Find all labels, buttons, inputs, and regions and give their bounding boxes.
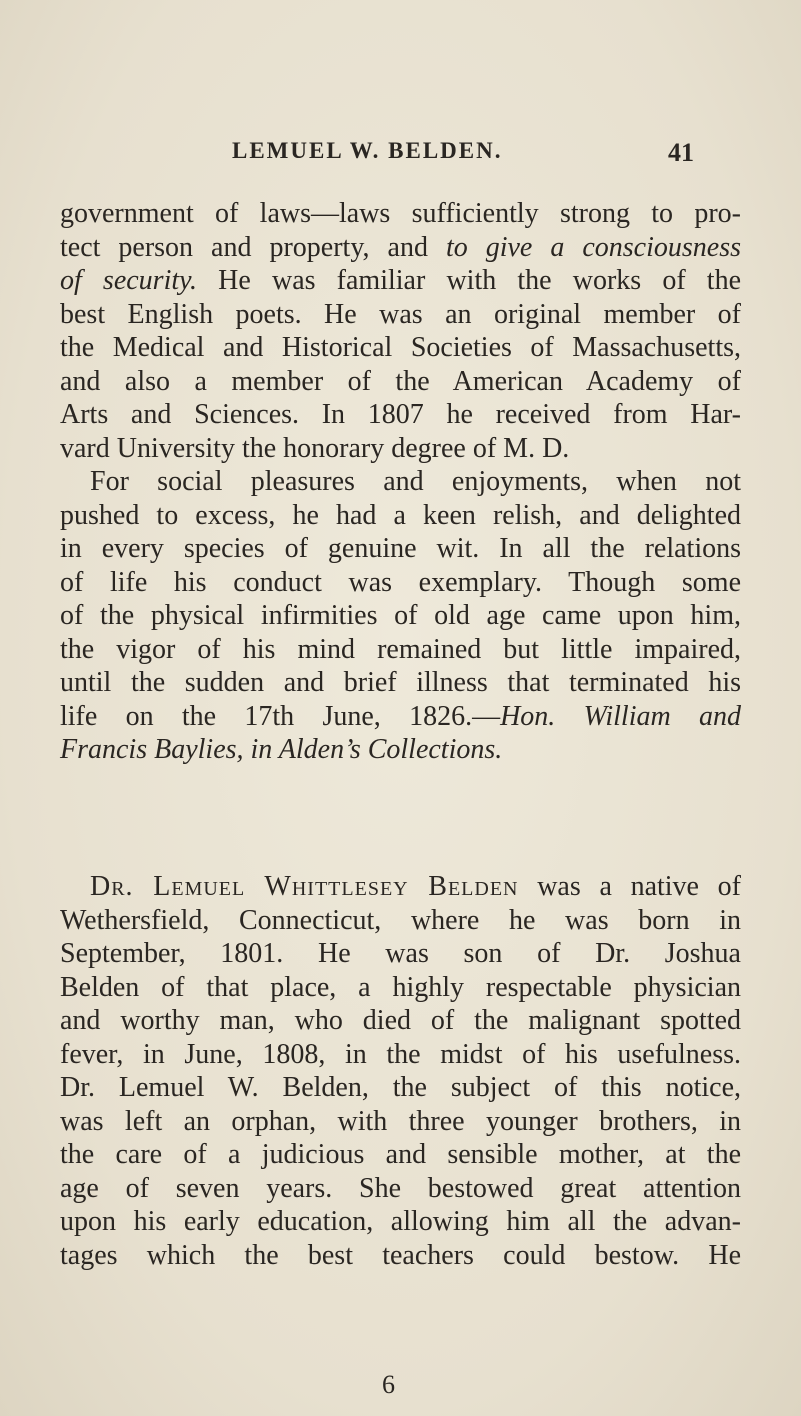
text-line: Arts and Sciences. In 1807 he received from Har- <box>60 399 741 430</box>
text-line: Dr. Lemuel Whittlesey Belden was a native of <box>90 871 741 902</box>
text-line: For social pleasures and enjoyments, when not <box>90 466 741 497</box>
text-line: tages which the best teachers could bestow. He <box>60 1239 741 1271</box>
text-line: life on the 17th June, 1826.—Hon. William and <box>60 700 741 732</box>
text-line: vard University the honorary degree of M. D. <box>60 432 570 464</box>
text-line: of life his conduct was exemplary. Though some <box>60 566 741 598</box>
text-line: age of seven years. She bestowed great attention <box>60 1172 741 1204</box>
text-line: best English poets. He was an original member of <box>60 298 741 330</box>
text-line: Dr. Lemuel W. Belden, the subject of this notice, <box>60 1072 741 1103</box>
paragraph-continuation <box>60 197 741 465</box>
text-line: was left an orphan, with three younger brothers, in <box>60 1105 741 1137</box>
running-head: LEMUEL W. BELDEN. <box>232 138 503 163</box>
text-line: pushed to excess, he had a keen relish, and delighted <box>60 499 741 531</box>
citation-line: Francis Baylies, in Alden’s Collections. <box>60 734 503 765</box>
text-line: September, 1801. He was son of Dr. Joshua <box>60 938 741 969</box>
signature-mark: 6 <box>382 1370 395 1399</box>
text-line: until the sudden and brief illness that terminated his <box>60 667 741 698</box>
text-line: and worthy man, who died of the malignant spotted <box>60 1005 741 1036</box>
text-line: of the physical infirmities of old age came upon him, <box>60 600 741 631</box>
text-line: tect person and property, and to give a consciousness <box>60 231 741 263</box>
text-line: Belden of that place, a highly respectable physician <box>60 971 741 1003</box>
paragraph-biography <box>60 870 741 1272</box>
text-line: the Medical and Historical Societies of Massachusetts, <box>60 332 741 363</box>
text-line: government of laws—laws sufficiently strong to pro- <box>60 198 741 229</box>
text-line: of security. He was familiar with the works of the <box>60 265 741 296</box>
text-line: the vigor of his mind remained but little impaired, <box>60 633 741 665</box>
text-line: fever, in June, 1808, in the midst of his usefulness. <box>60 1038 741 1070</box>
page-header <box>0 138 801 178</box>
text-line: in every species of genuine wit. In all the relations <box>60 533 741 564</box>
text-line: upon his early education, allowing him all the advan- <box>60 1206 741 1237</box>
page-number: 41 <box>668 138 694 167</box>
text-line: the care of a judicious and sensible mother, at the <box>60 1139 741 1170</box>
text-line: and also a member of the American Academy of <box>60 365 741 397</box>
paragraph-social-pleasures <box>60 465 741 767</box>
text-line: Wethersfield, Connecticut, where he was born in <box>60 904 741 936</box>
